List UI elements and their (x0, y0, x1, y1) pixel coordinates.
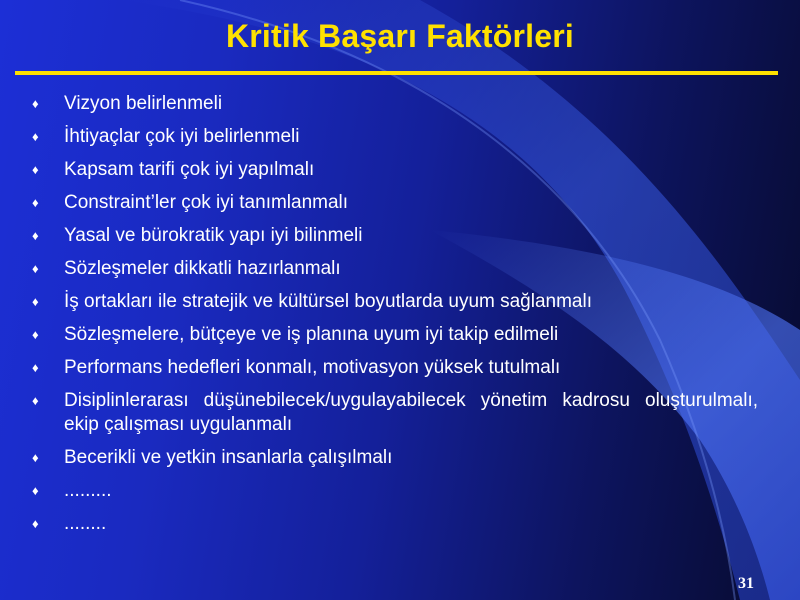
diamond-bullet-icon: ♦ (32, 516, 39, 531)
diamond-bullet-icon: ♦ (32, 129, 39, 144)
bullet-text: İhtiyaçlar çok iyi belirlenmeli (64, 126, 300, 147)
list-item (32, 125, 758, 149)
bullet-text: Vizyon belirlenmeli (64, 93, 223, 114)
list-item (32, 479, 758, 503)
diamond-bullet-icon: ♦ (32, 261, 39, 276)
bullet-text: Performans hedefleri konmalı, motivasyon yüksek tutulmalı (64, 357, 561, 378)
page-number: 31 (738, 575, 754, 592)
diamond-bullet-icon: ♦ (32, 294, 39, 309)
list-item (32, 158, 758, 182)
list-item (32, 323, 758, 347)
list-item (32, 290, 758, 314)
diamond-bullet-icon: ♦ (32, 360, 39, 375)
list-item (32, 257, 758, 281)
diamond-bullet-icon: ♦ (32, 327, 39, 342)
bullet-text: Kapsam tarifi çok iyi yapılmalı (64, 159, 315, 180)
bullet-text: Sözleşmelere, bütçeye ve iş planına uyum iyi takip edilmeli (64, 324, 559, 345)
bullet-text: ........ (64, 513, 107, 534)
list-item (32, 512, 758, 536)
list-item (32, 191, 758, 215)
list-item (32, 356, 758, 380)
bullet-text: Becerikli ve yetkin insanlarla çalışılmalı (64, 447, 393, 468)
title-underline (15, 71, 778, 75)
list-item (32, 224, 758, 248)
bullet-text: İş ortakları ile stratejik ve kültürsel boyutlarda uyum sağlanmalı (64, 291, 593, 312)
slide-title: Kritik Başarı Faktörleri (225, 18, 575, 54)
diamond-bullet-icon: ♦ (32, 450, 39, 465)
list-item (32, 92, 758, 116)
bullet-text: Sözleşmeler dikkatli hazırlanmalı (64, 258, 341, 279)
list-item (32, 446, 758, 470)
bullet-list (32, 92, 758, 545)
bullet-text: Constraint’ler çok iyi tanımlanmalı (64, 192, 349, 213)
list-item (32, 389, 758, 437)
diamond-bullet-icon: ♦ (32, 195, 39, 210)
bullet-text: Yasal ve bürokratik yapı iyi bilinmeli (64, 225, 363, 246)
bullet-text: Disiplinlerarası düşünebilecek/uygulayabilecek yönetim kadrosu oluşturulmalı, ekip çalışması uygulanmalı (64, 390, 758, 435)
diamond-bullet-icon: ♦ (32, 162, 39, 177)
diamond-bullet-icon: ♦ (32, 96, 39, 111)
bullet-text: ......... (64, 480, 112, 501)
diamond-bullet-icon: ♦ (32, 483, 39, 498)
diamond-bullet-icon: ♦ (32, 228, 39, 243)
diamond-bullet-icon: ♦ (32, 393, 39, 408)
